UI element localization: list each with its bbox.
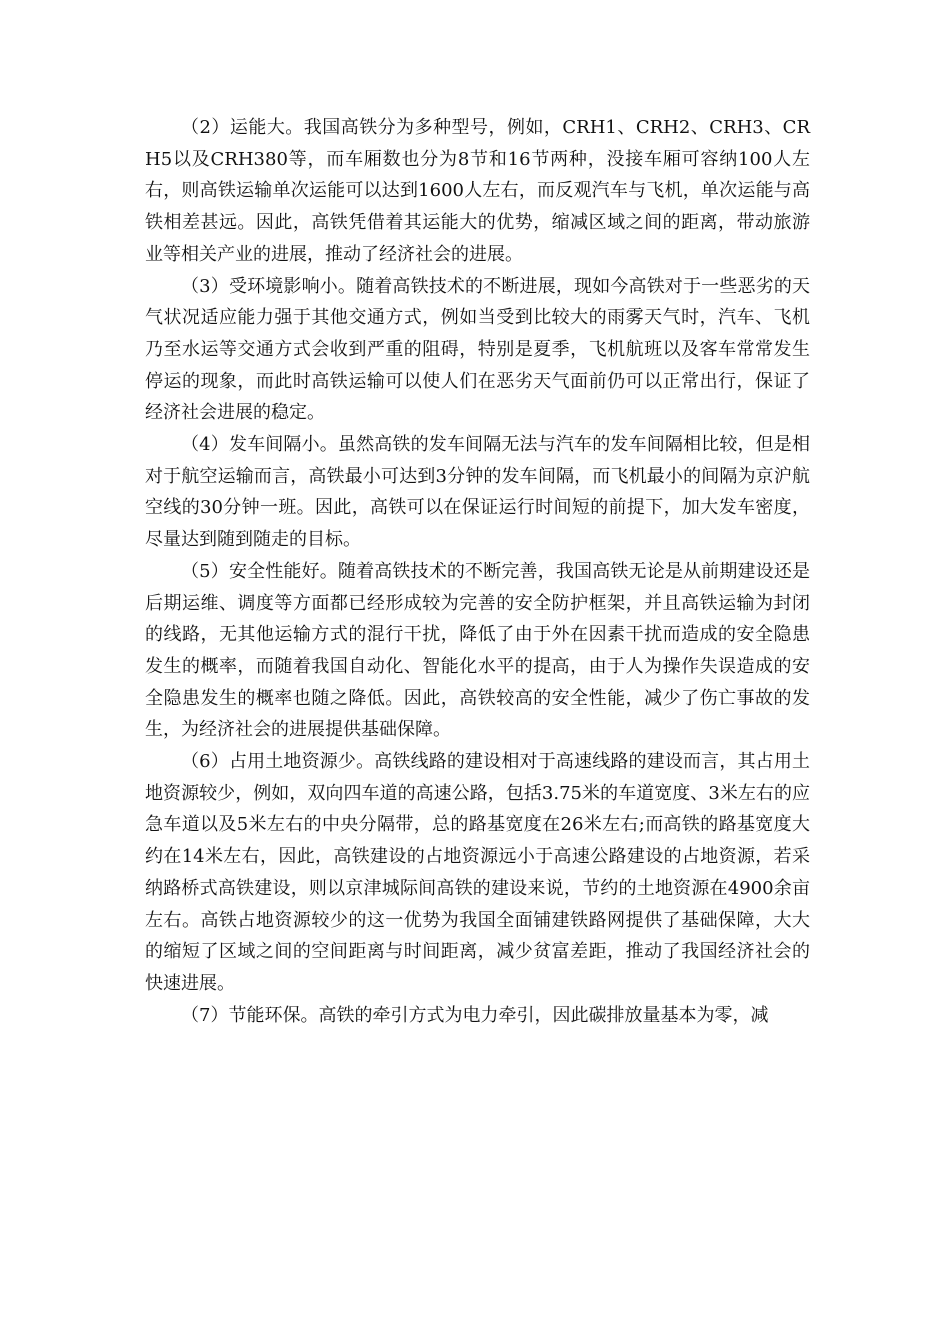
document-page (145, 112, 810, 1031)
paragraph-safety: （5）安全性能好。随着高铁技术的不断完善，我国高铁无论是从前期建设还是后期运维、调度等方面都已经形成较为完善的安全防护框架，并且高铁运输为封闭的线路，无其他运输方式的混行干扰，降低了由于外在因素干扰而造成的安全隐患发生的概率，而随着我国自动化、智能化水平的提高，由于人为操作失误造成的安全隐患发生的概率也随之降低。因此，高铁较高的安全性能，减少了伤亡事故的发生，为经济社会的进展提供基础保障。 (145, 560, 810, 741)
paragraph-energy: （7）节能环保。高铁的牵引方式为电力牵引，因此碳排放量基本为零，减 (181, 1004, 769, 1026)
paragraph-departure-interval: （4）发车间隔小。虽然高铁的发车间隔无法与汽车的发车间隔相比较，但是相对于航空运输而言，高铁最小可达到3分钟的发车间隔，而飞机最小的间隔为京沪航空线的30分钟一班。因此，高铁可以在保证运行时间短的前提下，加大发车密度，尽量达到随到随走的目标。 (145, 434, 810, 551)
paragraph-capacity: （2）运能大。我国高铁分为多种型号，例如，CRH1、CRH2、CRH3、CRH5以及CRH380等，而车厢数也分为8节和16节两种，没接车厢可容纳100人左右，则高铁运输单次运能可以达到1600人左右，而反观汽车与飞机，单次运能与高铁相差甚远。因此，高铁凭借着其运能大的优势，缩减区域之间的距离，带动旅游业等相关产业的进展，推动了经济社会的进展。 (145, 117, 810, 265)
paragraph-environment: （3）受环境影响小。随着高铁技术的不断进展，现如今高铁对于一些恶劣的天气状况适应能力强于其他交通方式，例如当受到比较大的雨雾天气时，汽车、飞机乃至水运等交通方式会收到严重的阻碍，特别是夏季，飞机航班以及客车常常发生停运的现象，而此时高铁运输可以使人们在恶劣天气面前仍可以正常出行，保证了经济社会进展的稳定。 (145, 275, 810, 424)
paragraph-land-use: （6）占用土地资源少。高铁线路的建设相对于高速线路的建设而言，其占用土地资源较少，例如，双向四车道的高速公路，包括3.75米的车道宽度、3米左右的应急车道以及5米左右的中央分隔带，总的路基宽度在26米左右;而高铁的路基宽度大约在14米左右，因此，高铁建设的占地资源远小于高速公路建设的占地资源，若采纳路桥式高铁建设，则以京津城际间高铁的建设来说，节约的土地资源在4900余亩左右。高铁占地资源较少的这一优势为我国全面铺建铁路网提供了基础保障，大大的缩短了区域之间的空间距离与时间距离，减少贫富差距，推动了我国经济社会的快速进展。 (145, 751, 810, 994)
